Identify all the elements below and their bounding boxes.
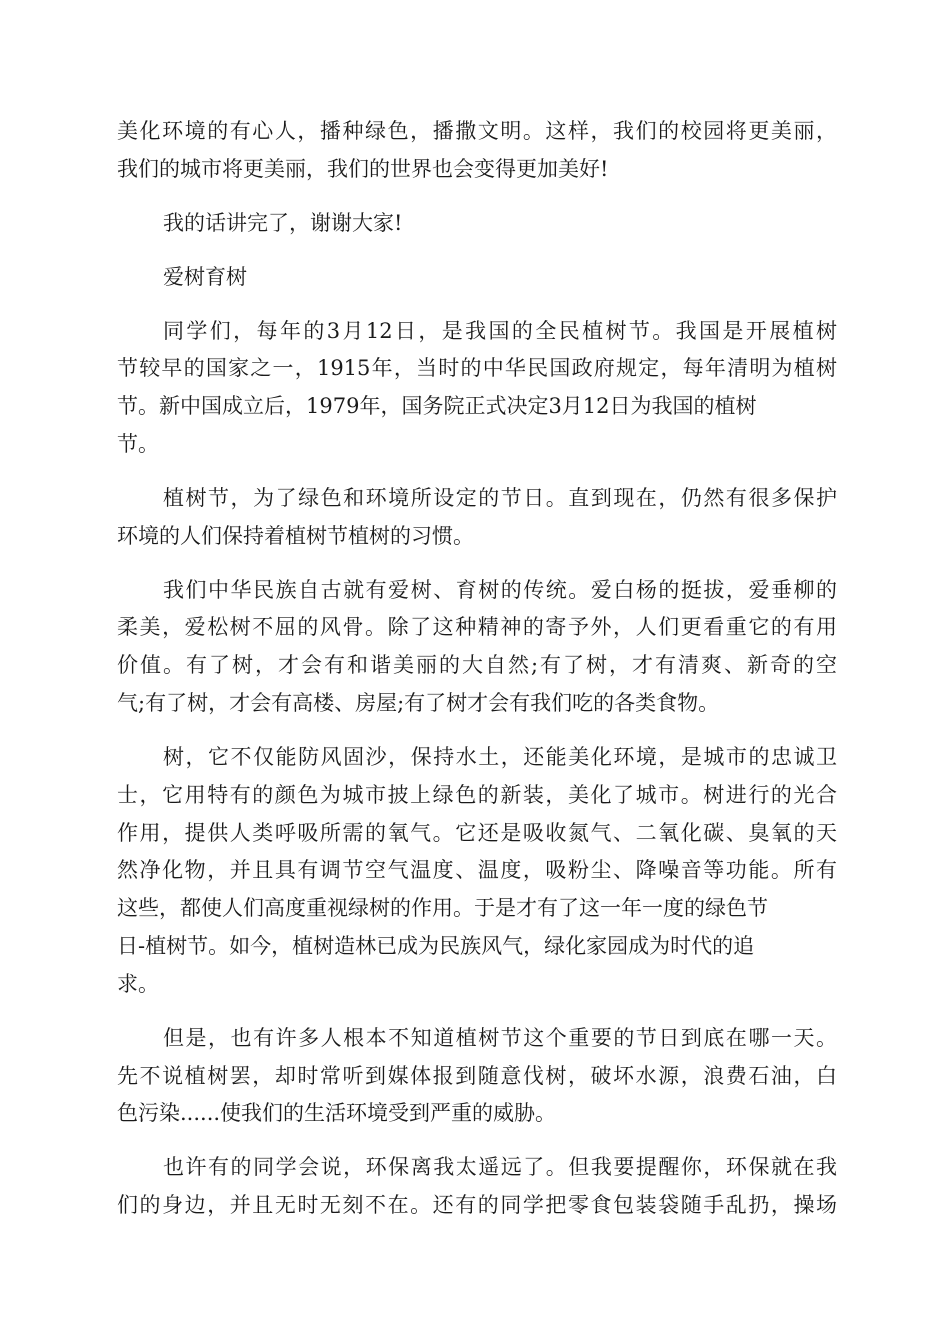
text-line: 节。 (117, 432, 159, 456)
text-line: 但是，也有许多人根本不知道植树节这个重要的节日到底在哪一天。 (163, 1026, 837, 1050)
text-line: 我们中华民族自古就有爱树、育树的传统。爱白杨的挺拔，爱垂柳的 (163, 578, 837, 602)
text-line: 然净化物，并且具有调节空气温度、温度，吸粉尘、降噪音等功能。所有 (117, 858, 837, 882)
text-line: 这些，都使人们高度重视绿树的作用。于是才有了这一年一度的绿色节 (117, 896, 768, 920)
text-line: 同学们，每年的3月12日，是我国的全民植树节。我国是开展植树 (163, 319, 837, 343)
text-line: 色污染......使我们的生活环境受到严重的威胁。 (117, 1101, 557, 1125)
text-line: 价值。有了树，才会有和谐美丽的大自然;有了树，才有清爽、新奇的空 (117, 653, 837, 677)
text-line: 也许有的同学会说，环保离我太遥远了。但我要提醒你，环保就在我 (163, 1155, 837, 1179)
text-line: 树，它不仅能防风固沙，保持水土，还能美化环境，是城市的忠诚卫 (163, 745, 837, 769)
text-line: 节。新中国成立后，1979年，国务院正式决定3月12日为我国的植树 (117, 394, 757, 418)
text-line: 植树节，为了绿色和环境所设定的节日。直到现在，仍然有很多保护 (163, 486, 837, 510)
text-line: 节较早的国家之一，1915年，当时的中华民国政府规定，每年清明为植树 (117, 356, 837, 380)
text-line: 我们的城市将更美丽，我们的世界也会变得更加美好! (117, 157, 609, 181)
text-line: 求。 (117, 972, 159, 996)
text-line: 气;有了树，才会有高楼、房屋;有了树才会有我们吃的各类食物。 (117, 691, 720, 715)
text-line: 作用，提供人类呼吸所需的氧气。它还是吸收氮气、二氧化碳、臭氧的天 (117, 821, 837, 845)
text-line: 日-植树节。如今，植树造林已成为民族风气，绿化家园成为时代的追 (117, 934, 755, 958)
text-line: 士，它用特有的颜色为城市披上绿色的新装，美化了城市。树进行的光合 (117, 783, 837, 807)
section-heading: 爱树育树 (163, 265, 247, 289)
text-line: 环境的人们保持着植树节植树的习惯。 (117, 524, 474, 548)
text-line: 美化环境的有心人，播种绿色，播撒文明。这样，我们的校园将更美丽， (117, 119, 837, 143)
text-line: 先不说植树罢，却时常听到媒体报到随意伐树，破坏水源，浪费石油，白 (117, 1064, 837, 1088)
text-line: 我的话讲完了，谢谢大家! (163, 211, 403, 235)
text-line: 们的身边，并且无时无刻不在。还有的同学把零食包装袋随手乱扔，操场 (117, 1193, 837, 1217)
text-line: 柔美，爱松树不屈的风骨。除了这种精神的寄予外，人们更看重它的有用 (117, 615, 837, 639)
